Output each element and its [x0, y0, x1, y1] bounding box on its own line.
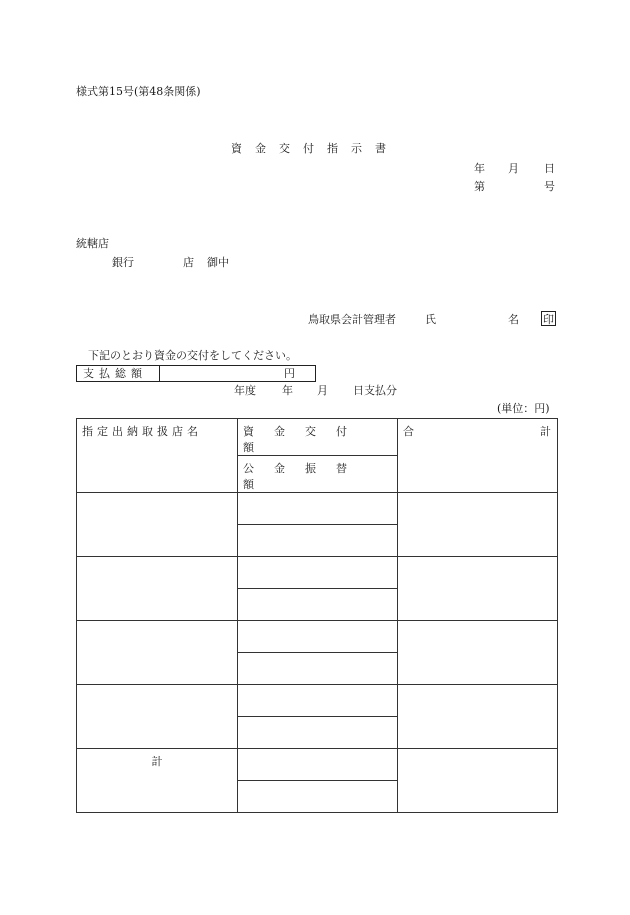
doc-number-suffix: 号 — [544, 180, 555, 193]
unit-note: (単位：円) — [497, 402, 550, 415]
header-total-label-right: 計 — [540, 425, 551, 438]
instruction-text: 下記のとおり資金の交付をしてください。 — [88, 349, 297, 362]
transfer-amount-cell[interactable] — [238, 525, 398, 557]
seal-mark: 印 — [543, 313, 554, 326]
grand-total-fund-cell[interactable] — [238, 749, 398, 781]
header-fund-amount-label: 資金交付額 — [243, 425, 367, 454]
fund-amount-cell[interactable] — [238, 557, 398, 589]
period-year: 年 — [282, 384, 293, 397]
header-transfer-amount-label: 公金振替額 — [243, 462, 367, 491]
table-row — [77, 557, 558, 589]
recipient-bank: 銀行 — [112, 256, 134, 269]
period-fiscal-year: 年度 — [234, 384, 256, 397]
recipient-branch: 店 — [183, 256, 194, 269]
table-row — [77, 621, 558, 653]
issuer-name-label-2: 名 — [508, 313, 519, 326]
recipient-honorific: 御中 — [207, 256, 229, 269]
total-payment-unit: 円 — [284, 367, 295, 380]
header-transfer-amount — [238, 456, 398, 493]
total-cell[interactable] — [398, 685, 558, 749]
transfer-amount-cell[interactable] — [238, 589, 398, 621]
table-total-row — [77, 749, 558, 781]
total-payment-box — [76, 365, 316, 382]
document-title: 資金交付指示書 — [231, 142, 399, 155]
fund-amount-cell[interactable] — [238, 685, 398, 717]
bank-name-cell[interactable] — [77, 557, 238, 621]
total-cell[interactable] — [398, 621, 558, 685]
issuer-title: 鳥取県会計管理者 — [308, 313, 396, 326]
date-year-label: 年 — [474, 162, 485, 175]
bank-name-cell[interactable] — [77, 685, 238, 749]
grand-total-cell[interactable] — [398, 749, 558, 813]
doc-number-prefix: 第 — [474, 180, 485, 193]
recipient-head-office: 統轄店 — [76, 237, 109, 250]
total-payment-label-cell — [77, 366, 160, 381]
header-total — [398, 419, 558, 493]
transfer-amount-cell[interactable] — [238, 653, 398, 685]
total-cell[interactable] — [398, 493, 558, 557]
period-day-payment: 日支払分 — [353, 384, 397, 397]
fund-amount-cell[interactable] — [238, 493, 398, 525]
bank-name-cell[interactable] — [77, 493, 238, 557]
table-row — [77, 685, 558, 717]
header-designated-bank-label: 指定出納取扱店名 — [82, 425, 202, 438]
total-cell[interactable] — [398, 557, 558, 621]
grand-total-label: 計 — [151, 755, 163, 768]
issuer-name-label-1: 氏 — [425, 313, 436, 326]
header-total-label-left: 合 — [403, 425, 414, 438]
header-designated-bank — [77, 419, 238, 493]
header-fund-amount — [238, 419, 398, 456]
grand-total-label-cell — [77, 749, 238, 813]
remittance-table — [76, 418, 558, 813]
table-row — [77, 493, 558, 525]
table-header-row — [77, 419, 558, 456]
date-day-label: 日 — [544, 162, 555, 175]
grand-total-transfer-cell[interactable] — [238, 781, 398, 813]
form-number: 様式第15号(第48条関係) — [76, 85, 201, 98]
date-month-label: 月 — [508, 162, 519, 175]
total-payment-label: 支払総額 — [83, 367, 147, 380]
period-month: 月 — [317, 384, 328, 397]
fund-amount-cell[interactable] — [238, 621, 398, 653]
transfer-amount-cell[interactable] — [238, 717, 398, 749]
bank-name-cell[interactable] — [77, 621, 238, 685]
